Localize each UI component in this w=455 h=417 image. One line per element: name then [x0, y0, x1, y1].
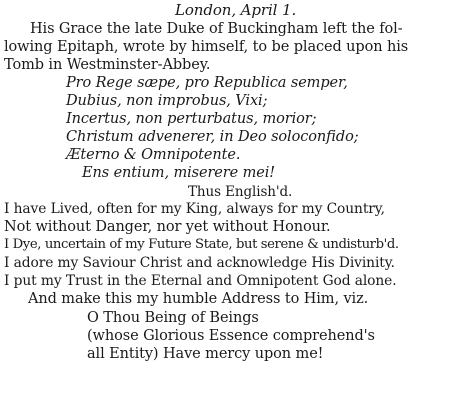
latin-epitaph-line: Ens entium, miserere mei!	[82, 165, 276, 181]
english-epitaph-line: I adore my Saviour Christ and acknowledge His Divinity.	[4, 255, 395, 271]
closing-line: all Entity) Have mercy upon me!	[87, 346, 324, 362]
latin-epitaph-line: Incertus, non perturbatus, morior;	[66, 111, 317, 127]
intro-line: lowing Epitaph, wrote by himself, to be placed upon his	[4, 39, 409, 55]
english-epitaph-line: I Dye, uncertain of my Future State, but serene & undisturb'd.	[4, 237, 399, 252]
english-epitaph-line: I put my Trust in the Eternal and Omnipotent God alone.	[4, 273, 397, 289]
latin-epitaph-line: Christum advenerer, in Deo soloconfido;	[66, 129, 359, 145]
latin-epitaph-line: Dubius, non improbus, Vixi;	[66, 93, 268, 109]
intro-line: His Grace the late Duke of Buckingham left the fol-	[30, 21, 403, 37]
english-epitaph-line: And make this my humble Address to Him, viz.	[28, 291, 369, 307]
closing-line: O Thou Being of Beings	[87, 310, 259, 326]
translation-heading: Thus English'd.	[188, 184, 293, 200]
dateline: London, April 1.	[175, 1, 297, 19]
intro-line: Tomb in Westminster-Abbey.	[4, 57, 211, 73]
english-epitaph-line: Not without Danger, nor yet without Honour.	[4, 219, 331, 235]
closing-line: (whose Glorious Essence comprehend's	[87, 328, 375, 344]
english-epitaph-line: I have Lived, often for my King, always for my Country,	[4, 201, 385, 217]
latin-epitaph-line: Æterno & Omnipotente.	[66, 147, 241, 163]
latin-epitaph-line: Pro Rege sæpe, pro Republica semper,	[66, 75, 348, 91]
